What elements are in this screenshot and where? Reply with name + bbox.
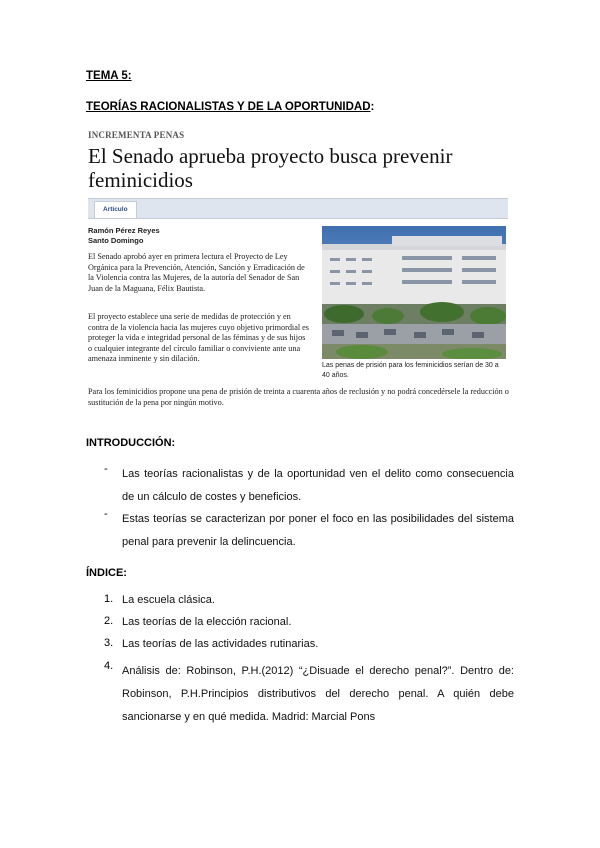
bullet-marker: -	[104, 508, 108, 520]
index-heading: ÍNDICE:	[86, 567, 127, 579]
theories-colon: :	[370, 101, 375, 113]
clipping-paragraph: El Senado aprobó ayer en primera lectura el Proyecto de Ley Orgánica para la Prevención, Atención, Sanción y Erradicación de la Violencia contra las Mujeres, de la autoría del Senador de San Juan de la Maguana, Félix Bautista.	[88, 252, 305, 293]
news-clipping	[88, 128, 510, 424]
introduction-heading: INTRODUCCIÓN:	[86, 437, 176, 449]
theories-heading	[86, 101, 374, 113]
topic-heading: TEMA 5:	[86, 70, 132, 82]
theories-title: TEORÍAS RACIONALISTAS Y DE LA OPORTUNIDAD	[86, 101, 371, 113]
clipping-headline: El Senado aprueba proyecto busca prevenir feminicidios	[88, 144, 453, 192]
senate-building-photo	[322, 226, 506, 359]
clipping-tab-bar	[88, 198, 508, 219]
author-city: Santo Domingo	[88, 236, 144, 245]
clipping-paragraph: El proyecto establece una serie de medidas de protección y en contra de la violencia hacia las mujeres cuyo objetivo primordial es proteger la vida e integridad personal de las féminas y de sus hijos o cualquier integrante del círculo familiar o conviviente ante una amenaza inminente y sin dilación.	[88, 312, 309, 364]
index-number: 3.	[104, 637, 114, 649]
intro-bullet: Estas teorías se caracterizan por poner el foco en las posibilidades del sistema penal para prevenir la delincuencia.	[122, 513, 514, 548]
article-tab: Artículo	[94, 201, 137, 218]
author-name: Ramón Pérez Reyes	[88, 226, 160, 235]
clipping-kicker: INCREMENTA PENAS	[88, 130, 185, 140]
index-item: Las teorías de las actividades rutinarias.	[122, 638, 319, 650]
photo-caption: Las penas de prisión para los feminicidios serían de 30 a 40 años.	[322, 362, 499, 379]
index-item: La escuela clásica.	[122, 594, 215, 606]
index-number: 1.	[104, 593, 114, 605]
clipping-paragraph: Para los feminicidios propone una pena de prisión de treinta a cuarenta años de reclusión y no podrá concedérsele la reducción o sustitución de la pena por ningún motivo.	[88, 387, 509, 407]
index-item: Análisis de: Robinson, P.H.(2012) “¿Disuade el derecho penal?”. Dentro de: Robinson, P.H.Principios distributivos del derecho penal. A quién debe sancionarse y en qué medida. Madrid: Marcial Pons	[122, 665, 514, 723]
index-number: 4.	[104, 660, 114, 672]
index-item: Las teorías de la elección racional.	[122, 616, 292, 628]
index-number: 2.	[104, 615, 114, 627]
bullet-marker: -	[104, 463, 108, 475]
intro-bullet: Las teorías racionalistas y de la oportunidad ven el delito como consecuencia de un cálculo de costes y beneficios.	[122, 468, 514, 503]
clipping-byline	[88, 226, 160, 246]
